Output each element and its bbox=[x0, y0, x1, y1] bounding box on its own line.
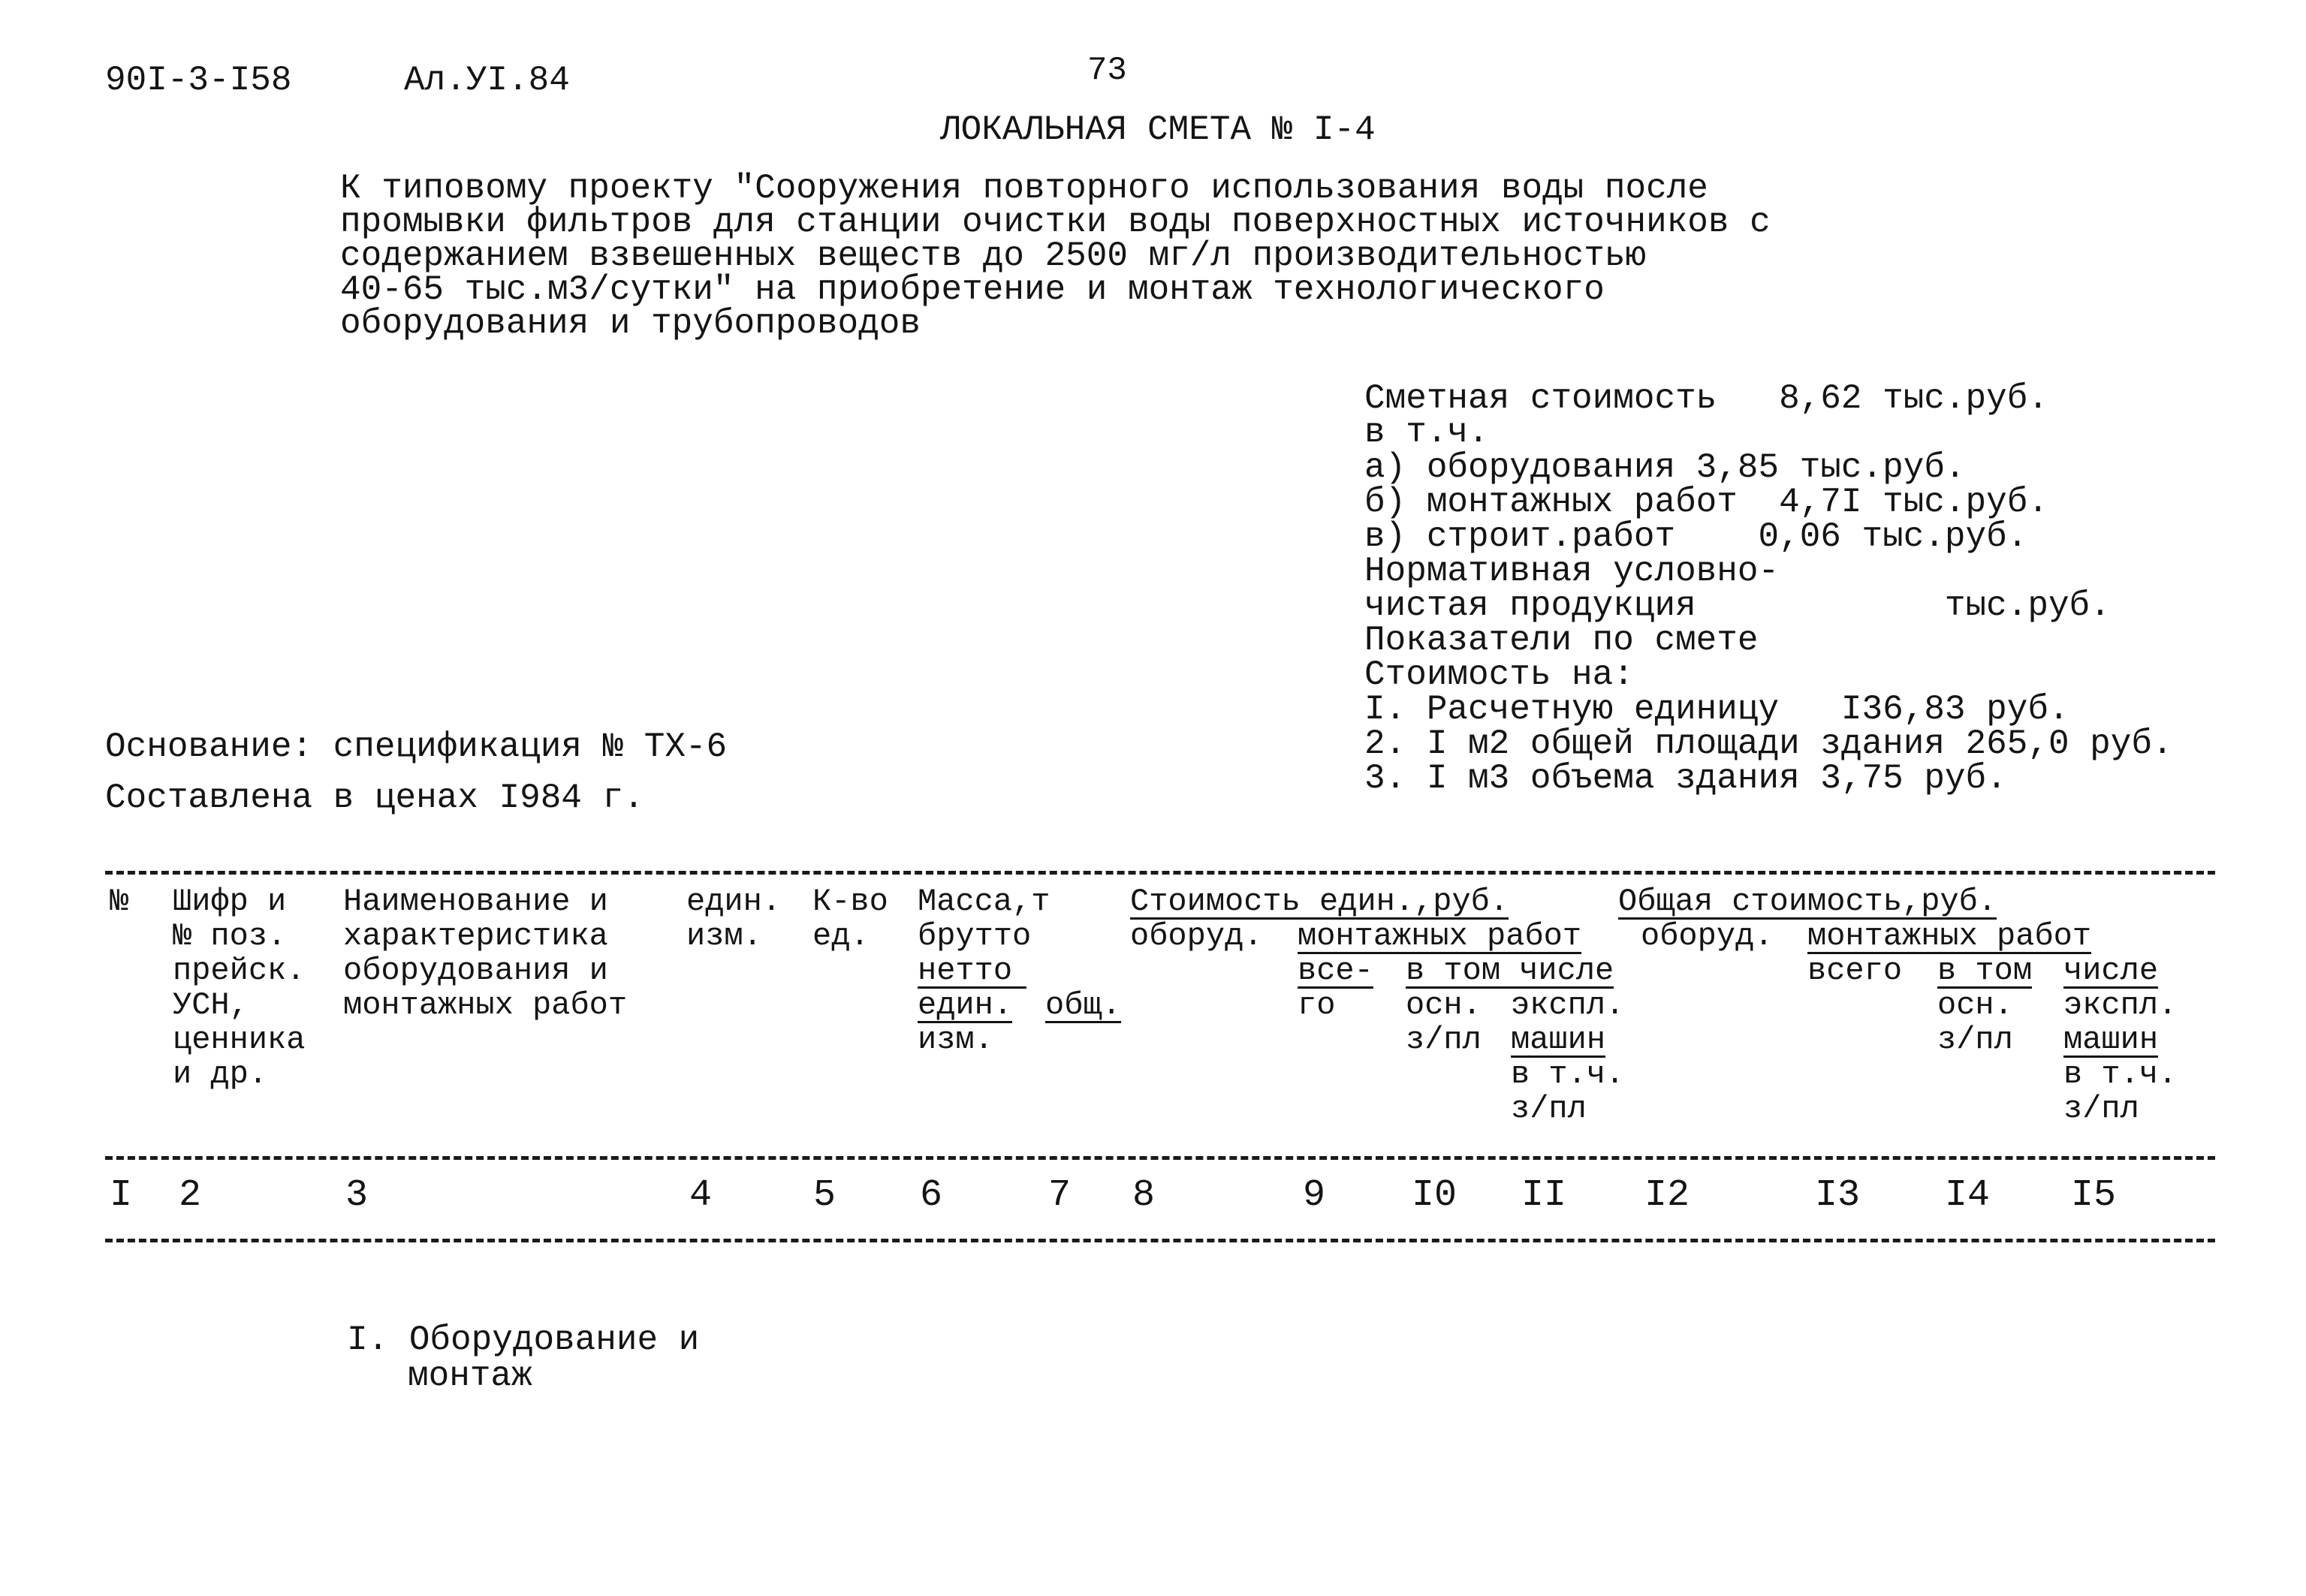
col-2-header-line-4: УСН, bbox=[173, 987, 249, 1023]
section-heading-line-2: монтаж bbox=[408, 1357, 532, 1396]
unit-cost-heading: Стоимость един.,руб. bbox=[1130, 884, 1509, 920]
col-2-header-line-1: Шифр и bbox=[173, 884, 287, 920]
column-number-5: 5 bbox=[813, 1174, 836, 1217]
col-11-header-line-3: в т.ч. bbox=[1511, 1056, 1625, 1092]
prices-line: Составлена в ценах I984 г. bbox=[105, 778, 644, 818]
estimated-cost: Сметная стоимость 8,62 тыс.руб. bbox=[1364, 379, 2048, 418]
col-15-header-chisle: числе bbox=[2063, 953, 2159, 989]
total-cost-heading: Общая стоимость,руб. bbox=[1618, 884, 1997, 920]
column-number-1: I bbox=[110, 1174, 133, 1217]
col-3-header-line-1: Наименование и bbox=[343, 884, 608, 920]
equipment-cost: а) оборудования 3,85 тыс.руб. bbox=[1364, 448, 1966, 487]
col-2-header-line-3: прейск. bbox=[173, 953, 306, 989]
unit-installation-heading: монтажных работ bbox=[1298, 918, 1582, 954]
column-number-15: I5 bbox=[2071, 1174, 2117, 1217]
normative-product-line-1: Нормативная условно- bbox=[1364, 552, 1780, 591]
col-10-header-line-2: з/пл bbox=[1406, 1022, 1482, 1058]
col-14-header-incl: в том bbox=[1937, 953, 2033, 989]
column-numbers-bottom-rule bbox=[105, 1239, 2215, 1242]
col-7-header: общ. bbox=[1045, 987, 1121, 1023]
col-6-header-unit-line-1: един. bbox=[918, 987, 1013, 1023]
including-label: в т.ч. bbox=[1364, 413, 1489, 452]
col-3-header-line-2: характеристика bbox=[343, 918, 608, 954]
cost-per-heading: Стоимость на: bbox=[1364, 655, 1634, 694]
col-11-header-line-4: з/пл bbox=[1511, 1091, 1587, 1127]
intro-line-2: промывки фильтров для станции очистки воды поверхностных источников с bbox=[340, 203, 1771, 242]
column-number-6: 6 bbox=[920, 1174, 943, 1217]
col-4-header-line-1: един. bbox=[686, 884, 782, 920]
col-2-header-line-2: № поз. bbox=[173, 918, 287, 954]
normative-product-line-2: чистая продукция тыс.руб. bbox=[1364, 586, 2111, 625]
column-number-9: 9 bbox=[1303, 1174, 1326, 1217]
column-number-4: 4 bbox=[689, 1174, 713, 1217]
col-8-header: оборуд. bbox=[1130, 918, 1263, 954]
column-numbers-top-rule bbox=[105, 1156, 2215, 1160]
column-number-8: 8 bbox=[1132, 1174, 1156, 1217]
col-14-header-line-2: з/пл bbox=[1937, 1022, 2013, 1058]
column-number-3: 3 bbox=[345, 1174, 369, 1217]
col-13-header: всего bbox=[1807, 953, 1903, 989]
col-6-header-unit-line-2: изм. bbox=[918, 1022, 993, 1058]
column-number-13: I3 bbox=[1815, 1174, 1861, 1217]
col-14-header-line-1: осн. bbox=[1937, 987, 2013, 1023]
indicator-3: 3. I м3 объема здания 3,75 руб. bbox=[1364, 759, 2007, 798]
intro-line-1: К типовому проекту "Сооружения повторного использования воды после bbox=[340, 169, 1708, 208]
column-number-14: I4 bbox=[1945, 1174, 1991, 1217]
column-number-12: I2 bbox=[1644, 1174, 1690, 1217]
document-title: ЛОКАЛЬНАЯ СМЕТА № I-4 bbox=[940, 110, 1376, 149]
construction-cost: в) строит.работ 0,06 тыс.руб. bbox=[1364, 517, 2028, 556]
col-6-header-line-1: Масса,т bbox=[918, 884, 1051, 920]
col-5-header-line-2: ед. bbox=[812, 918, 870, 954]
col-6-header-line-2: брутто bbox=[918, 918, 1032, 954]
col-3-header-line-3: оборудования и bbox=[343, 953, 608, 989]
col-6-header-line-3: нетто bbox=[918, 955, 1026, 989]
section-heading-line-1: I. Оборудование и bbox=[347, 1320, 700, 1360]
document-code: 90I-3-I58 bbox=[105, 61, 292, 100]
intro-line-4: 40-65 тыс.м3/сутки" на приобретение и монтаж технологического bbox=[340, 270, 1605, 309]
col-15-header-line-2: машин bbox=[2063, 1022, 2159, 1058]
indicator-2: 2. I м2 общей площади здания 265,0 руб. bbox=[1364, 724, 2173, 763]
installation-cost: б) монтажных работ 4,7I тыс.руб. bbox=[1364, 483, 2048, 522]
col-12-header: оборуд. bbox=[1641, 918, 1774, 954]
col-2-header-line-5: ценника bbox=[173, 1022, 306, 1058]
col-11-header-line-1: экспл. bbox=[1511, 987, 1625, 1023]
col-1-header: № bbox=[110, 884, 129, 920]
column-number-10: I0 bbox=[1412, 1174, 1457, 1217]
col-4-header-line-2: изм. bbox=[686, 918, 762, 954]
page-number: 73 bbox=[1087, 52, 1127, 89]
col-9-header-line-1: все- bbox=[1298, 953, 1373, 989]
col-5-header-line-1: К-во bbox=[812, 884, 888, 920]
indicators-heading: Показатели по смете bbox=[1364, 621, 1759, 660]
basis-line: Основание: спецификация № ТХ-6 bbox=[105, 727, 728, 766]
indicator-1: I. Расчетную единицу I36,83 руб. bbox=[1364, 690, 2069, 729]
col-2-header-line-6: и др. bbox=[173, 1056, 268, 1092]
col-11-header-line-2: машин bbox=[1511, 1022, 1606, 1058]
table-top-rule bbox=[105, 871, 2215, 875]
col-15-header-line-4: з/пл bbox=[2063, 1091, 2139, 1127]
col-10-header-line-1: осн. bbox=[1406, 987, 1482, 1023]
intro-line-3: содержанием взвешенных веществ до 2500 мг/л производительностью bbox=[340, 236, 1647, 276]
album-code: Ал.УI.84 bbox=[404, 61, 570, 100]
col-9-header-line-2: го bbox=[1298, 987, 1336, 1023]
total-installation-heading: монтажных работ bbox=[1807, 918, 2092, 954]
unit-including-heading: в том числе bbox=[1406, 953, 1614, 989]
col-15-header-line-1: экспл. bbox=[2063, 987, 2178, 1023]
intro-line-5: оборудования и трубопроводов bbox=[340, 304, 921, 343]
column-number-7: 7 bbox=[1048, 1174, 1072, 1217]
column-number-2: 2 bbox=[179, 1174, 202, 1217]
col-3-header-line-4: монтажных работ bbox=[343, 987, 628, 1023]
col-15-header-line-3: в т.ч. bbox=[2063, 1056, 2178, 1092]
column-number-11: II bbox=[1521, 1174, 1567, 1217]
